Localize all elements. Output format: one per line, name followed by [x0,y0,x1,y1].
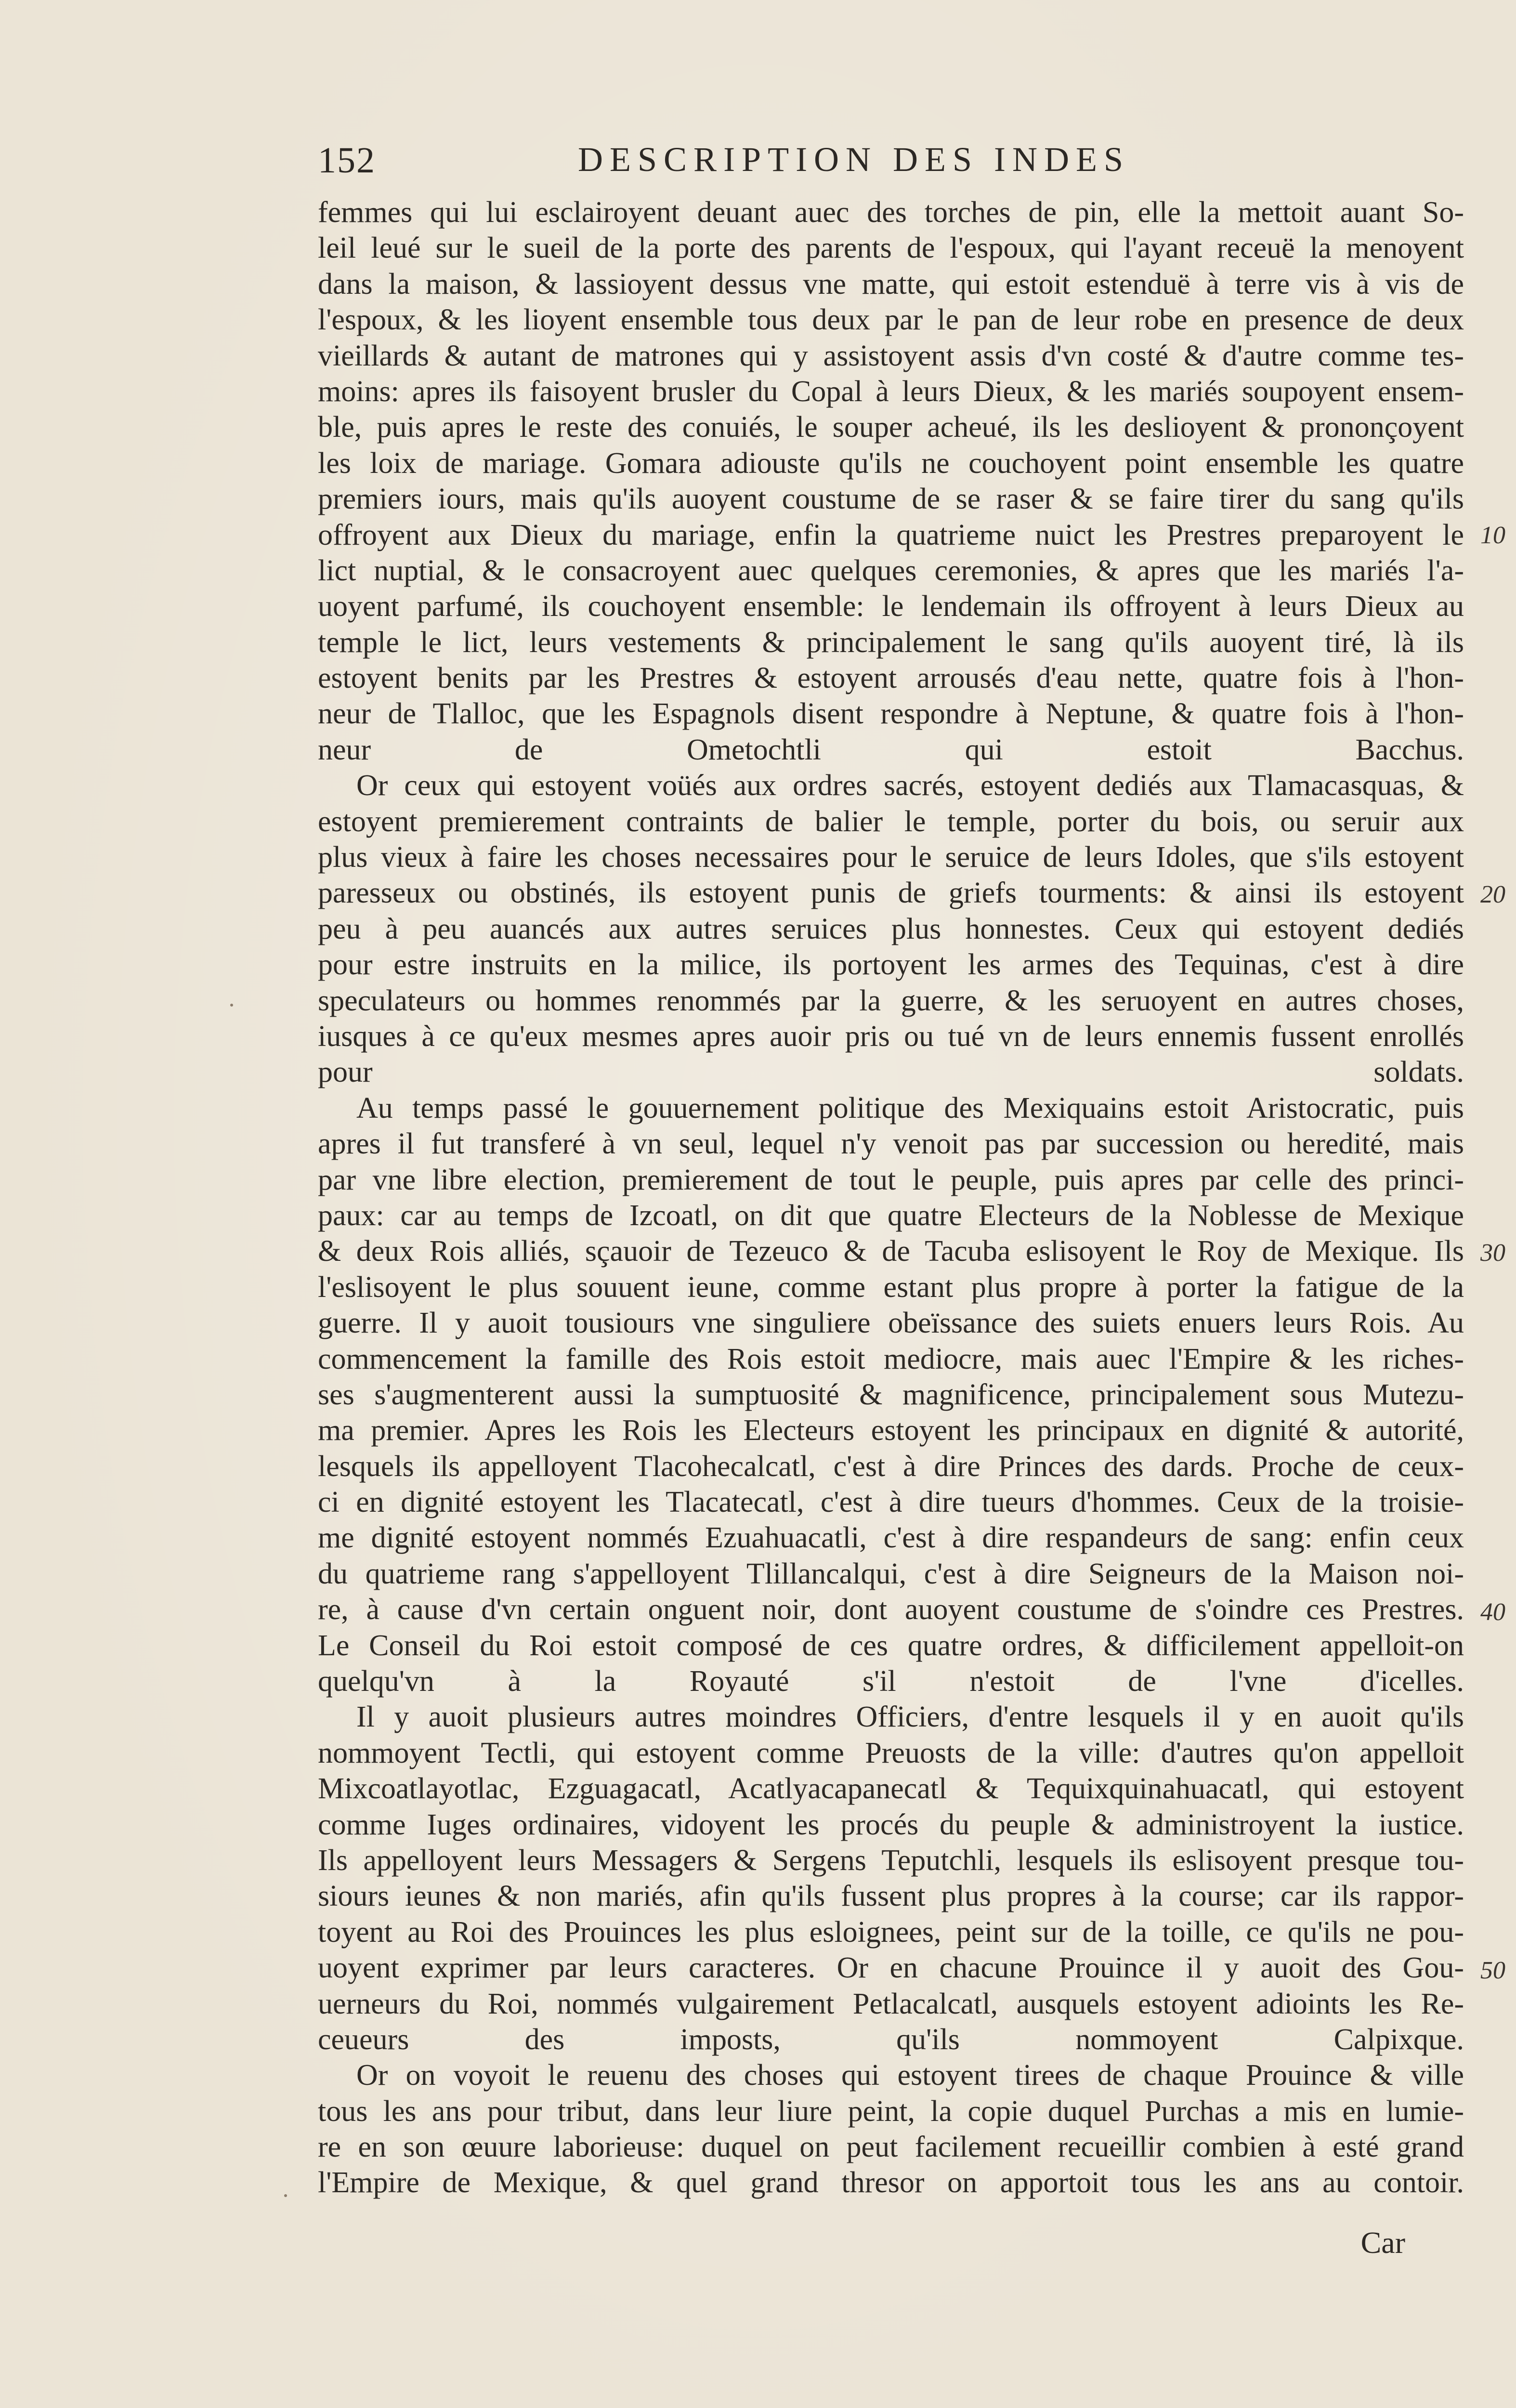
text-line: Ils appelloyent leurs Messagers & Sergens Teputchli, lesquels ils eslisoyent presque tou- [318,1844,1464,1877]
margin-line-number: 20 [1480,881,1505,908]
text-line: les loix de mariage. Gomara adiouste qu'ils ne couchoyent point ensemble les quatre [318,446,1464,480]
margin-line-number: 40 [1480,1598,1505,1626]
text-line: neur de Ometochtli qui estoit Bacchus. [318,733,1464,766]
text-line: apres il fut transferé à vn seul, lequel n'y venoit pas par succession ou heredité, mais [318,1127,1464,1161]
text-line: l'eslisoyent le plus souuent ieune, comme estant plus propre à porter la fatigue de la [318,1270,1464,1304]
text-line: & deux Rois alliés, sçauoir de Tezeuco & de Tacuba eslisoyent le Roy de Mexique. Ils [318,1235,1464,1268]
running-head: DESCRIPTION DES INDES [578,140,1130,179]
text-line: pour estre instruits en la milice, ils portoyent les armes des Tequinas, c'est à dire [318,948,1464,982]
paper-speck [284,2194,287,2197]
text-line: Or ceux qui estoyent voüés aux ordres sacrés, estoyent dediés aux Tlamacasquas, & [356,769,1464,802]
text-line: offroyent aux Dieux du mariage, enfin la quatrieme nuict les Prestres preparoyent le [318,518,1464,551]
text-line: neur de Tlalloc, que les Espagnols disent respondre à Neptune, & quatre fois à l'hon- [318,697,1464,731]
text-line: uoyent exprimer par leurs caracteres. Or en chacune Prouince il y auoit des Gou- [318,1951,1464,1985]
text-line: par vne libre election, premierement de tout le peuple, puis apres par celle des princi- [318,1163,1464,1196]
text-line: Or on voyoit le reuenu des choses qui estoyent tirees de chaque Prouince & ville [356,2059,1464,2092]
text-line: Le Conseil du Roi estoit composé de ces quatre ordres, & difficilement appelloit-on [318,1629,1464,1662]
paragraph-3 [318,1090,1464,1700]
text-line: ci en dignité estoyent les Tlacatecatl, c'est à dire tueurs d'hommes. Ceux de la troisie- [318,1486,1464,1519]
text-line: siours ieunes & non mariés, afin qu'ils fussent plus propres à la course; car ils rappor- [318,1880,1464,1913]
paragraph-1 [318,195,1464,768]
text-line: paux: car au temps de Izcoatl, on dit que quatre Electeurs de la Noblesse de Mexique [318,1199,1464,1232]
text-line: moins: apres ils faisoyent brusler du Copal à leurs Dieux, & les mariés soupoyent ensem- [318,375,1464,408]
text-line: re, à cause d'vn certain onguent noir, dont auoyent coustume de s'oindre ces Prestres. [318,1593,1464,1626]
text-line: estoyent benits par les Prestres & estoyent arrousés d'eau nette, quatre fois à l'hon- [318,662,1464,695]
page-header [318,140,1233,183]
text-line: tous les ans pour tribut, dans leur liure peint, la copie duquel Purchas a mis en lumie- [318,2094,1464,2128]
text-line: peu à peu auancés aux autres seruices plus honnestes. Ceux qui estoyent dediés [318,912,1464,945]
catchword: Car [1360,2225,1405,2260]
paragraph-5 [318,2057,1464,2201]
text-block [318,195,1464,2201]
text-line: nommoyent Tectli, qui estoyent comme Preuosts de la ville: d'autres qu'on appelloit [318,1736,1464,1769]
margin-line-number: 50 [1480,1957,1505,1984]
paragraph-2 [318,768,1464,1090]
text-line: leil leué sur le sueil de la porte des parents de l'espoux, qui l'ayant receuë la menoyent [318,232,1464,265]
text-line: du quatrieme rang s'appelloyent Tlillancalqui, c'est à dire Seigneurs de la Maison noi- [318,1557,1464,1590]
text-line: vieillards & autant de matrones qui y assistoyent assis d'vn costé & d'autre comme tes- [318,339,1464,372]
text-line: ble, puis apres le reste des conuiés, le souper acheué, ils les deslioyent & prononçoyent [318,411,1464,444]
margin-line-number: 10 [1480,522,1505,549]
text-line: re en son œuure laborieuse: duquel on peut facilement recueillir combien à esté grand [318,2131,1464,2164]
margin-line-number: 30 [1480,1239,1505,1267]
text-line: Au temps passé le gouuernement politique des Mexiquains estoit Aristocratic, puis [356,1091,1464,1125]
text-line: ceueurs des imposts, qu'ils nommoyent Calpixque. [318,2023,1464,2056]
text-line: speculateurs ou hommes renommés par la guerre, & les seruoyent en autres choses, [318,984,1464,1017]
text-line: dans la maison, & lassioyent dessus vne matte, qui estoit estenduë à terre vis à vis de [318,267,1464,301]
text-line: temple le lict, leurs vestements & principalement le sang qu'ils auoyent tiré, là ils [318,626,1464,659]
text-line: uoyent parfumé, ils couchoyent ensemble: le lendemain ils offroyent à leurs Dieux au [318,590,1464,623]
text-line: lesquels ils appelloyent Tlacohecalcatl, c'est à dire Princes des dards. Proche de ceux- [318,1450,1464,1483]
text-line: quelqu'vn à la Royauté s'il n'estoit de l'vne d'icelles. [318,1665,1464,1698]
text-line: iusques à ce qu'eux mesmes apres auoir pris ou tué vn de leurs ennemis fussent enrollés [318,1020,1464,1053]
text-line: l'espoux, & les lioyent ensemble tous deux par le pan de leur robe en presence de deux [318,303,1464,337]
text-line: me dignité estoyent nommés Ezuahuacatli, c'est à dire respandeurs de sang: enfin ceux [318,1521,1464,1555]
text-line: ma premier. Apres les Rois les Electeurs estoyent les principaux en dignité & autorité, [318,1414,1464,1447]
text-line: l'Empire de Mexique, & quel grand thresor on apportoit tous les ans au contoir. [318,2166,1464,2199]
text-line: premiers iours, mais qu'ils auoyent coustume de se raser & se faire tirer du sang qu'ils [318,483,1464,516]
text-line: commencement la famille des Rois estoit mediocre, mais auec l'Empire & les riches- [318,1342,1464,1375]
text-line: lict nuptial, & le consacroyent auec quelques ceremonies, & apres que les mariés l'a- [318,554,1464,587]
text-line: guerre. Il y auoit tousiours vne singuliere obeïssance des suiets enuers leurs Rois. Au [318,1307,1464,1340]
text-line: uerneurs du Roi, nommés vulgairement Petlacalcatl, ausquels estoyent adioints les Re- [318,1987,1464,2020]
text-line: Mixcoatlayotlac, Ezguagacatl, Acatlyacapanecatl & Tequixquinahuacatl, qui estoyent [318,1772,1464,1806]
text-line: femmes qui lui esclairoyent deuant auec des torches de pin, elle la mettoit auant So- [318,196,1464,229]
paragraph-4 [318,1699,1464,2057]
text-line: estoyent premierement contraints de balier le temple, porter du bois, ou seruir aux [318,805,1464,838]
text-line: pour soldats. [318,1056,1464,1089]
paper-speck [230,1004,233,1007]
text-line: toyent au Roi des Prouinces les plus esloignees, peint sur de la toille, ce qu'ils ne pou- [318,1915,1464,1949]
text-line: ses s'augmenterent aussi la sumptuosité & magnificence, principalement sous Mutezu- [318,1378,1464,1411]
folio-number: 152 [318,140,376,181]
text-line: comme Iuges ordinaires, vidoyent les procés du peuple & administroyent la iustice. [318,1808,1464,1841]
text-line: paresseux ou obstinés, ils estoyent punis de griefs tourments: & ainsi ils estoyent [318,877,1464,910]
text-line: plus vieux à faire les choses necessaires pour le seruice de leurs Idoles, que s'ils estoyent [318,841,1464,874]
text-line: Il y auoit plusieurs autres moindres Officiers, d'entre lesquels il y en auoit qu'ils [356,1701,1464,1734]
